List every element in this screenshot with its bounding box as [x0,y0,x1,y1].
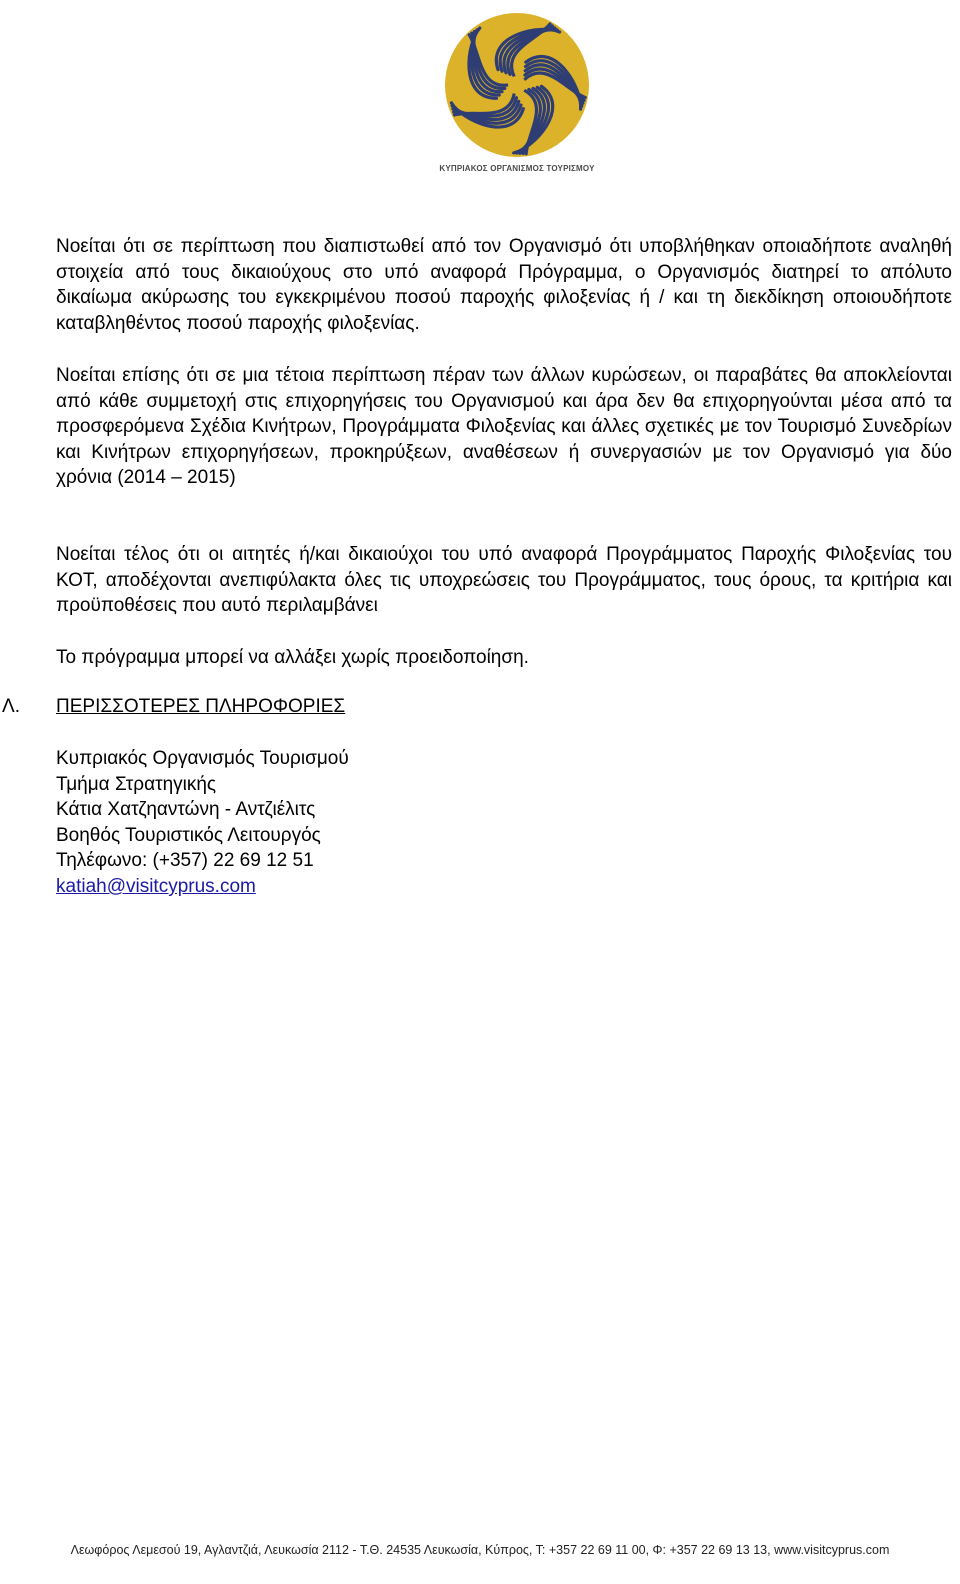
star-swirl-logo-icon [442,10,592,160]
logo-caption: ΚΥΠΡΙΑΚΟΣ ΟΡΓΑΝΙΣΜΟΣ ΤΟΥΡΙΣΜΟΥ [439,164,595,173]
contact-role: Βοηθός Τουριστικός Λειτουργός [56,824,321,846]
contact-block [56,746,349,900]
section-letter: Λ. [2,696,20,717]
contact-phone: Τηλέφωνο: (+357) 22 69 12 51 [56,850,314,872]
footer-address: Λεωφόρος Λεμεσού 19, Αγλαντζιά, Λευκωσία 2112 - Τ.Θ. 24535 Λευκωσία, Κύπρος, Τ: +357 22 69 11 00, Φ: +357 22 69 13 13, www.visitcyprus.com [70,1543,890,1557]
section-heading [0,696,960,722]
paragraph-program-change: Το πρόγραμμα μπορεί να αλλάξει χωρίς προειδοποίηση. [56,647,529,668]
cyprus-tourism-organisation-logo [427,10,607,180]
paragraph-penalties: Νοείται επίσης ότι σε μια τέτοια περίπτωση πέραν των άλλων κυρώσεων, οι παραβάτες θα αποκλείονται από κάθε συμμετοχή στις επιχορηγήσεις του Οργανισμού και άρα δεν θα επιχορηγούνται μέσα από τα προσφερόμενα Σχέδια Κινήτρων, Προγράμματα Φιλοξενίας και άλλες σχετικές με τον Τουρισμό Συνεδρίων και Κινήτρων επιχορηγήσεων, προκηρύξεων, αναθέσεων ή συνεργασιών με τον Οργανισμό για δύο χρόνια (2014 – 2015) [56,365,952,489]
contact-name: Κάτια Χατζηαντώνη - Αντζιέλιτς [56,799,316,821]
section-title: ΠΕΡΙΣΣΟΤΕΡΕΣ ΠΛΗΡΟΦΟΡΙΕΣ [56,696,346,717]
paragraph-false-data: Νοείται ότι σε περίπτωση που διαπιστωθεί από τον Οργανισμό ότι υποβλήθηκαν οποιαδήποτε αναληθή στοιχεία από τους δικαιούχους στο υπό αναφορά Πρόγραμμα, ο Οργανισμός διατηρεί το απόλυτο δικαίωμα ακύρωσης του εγκεκριμένου ποσού παροχής φιλοξενίας ή / και τη διεκδίκηση οποιουδήποτε καταβληθέντος ποσού παροχής φιλοξενίας. [56,236,952,334]
paragraph-obligations: Νοείται τέλος ότι οι αιτητές ή/και δικαιούχοι του υπό αναφορά Προγράμματος Παροχής Φιλοξενίας του ΚΟΤ, αποδέχονται ανεπιφύλακτα όλες τις υποχρεώσεις του Προγράμματος, τους όρους, τα κριτήρια και προϋποθέσεις που αυτό περιλαμβάνει [56,544,952,617]
contact-organization: Κυπριακός Οργανισμός Τουρισμού [56,748,349,769]
contact-email-link[interactable]: katiah@visitcyprus.com [56,875,256,897]
contact-department: Τμήμα Στρατηγικής [56,773,217,795]
